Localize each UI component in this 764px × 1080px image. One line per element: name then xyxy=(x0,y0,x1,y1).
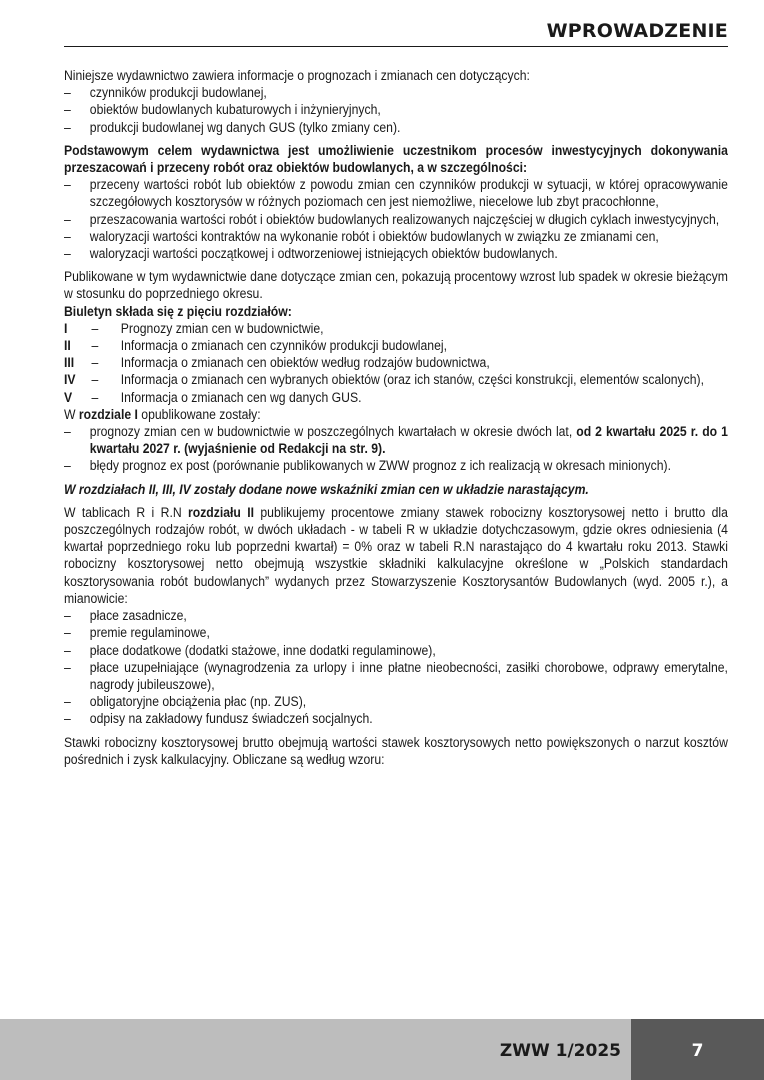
list-item: – płace zasadnicze, xyxy=(64,608,728,625)
wage-components-list xyxy=(64,608,728,728)
chapter-text: Informacja o zmianach cen wg danych GUS. xyxy=(120,389,362,406)
list-item: – obiektów budowlanych kubaturowych i inżynieryjnych, xyxy=(64,102,728,119)
chapter1-list xyxy=(64,424,728,476)
list-item: – odpisy na zakładowy fundusz świadczeń socjalnych. xyxy=(64,711,728,728)
chapter-text: Informacja o zmianach cen czynników produkcji budowlanej, xyxy=(120,338,447,355)
published-paragraph: Publikowane w tym wydawnictwie dane dotyczące zmian cen, pokazują procentowy wzrost lub spadek w okresie bieżącym w stosunku do poprzedniego okresu. xyxy=(64,269,728,303)
chapter-text: Informacja o zmianach cen obiektów według rodzajów budownictwa, xyxy=(120,355,490,372)
dash: – xyxy=(91,389,99,406)
forecast-text: prognozy zmian cen w budownictwie w poszczególnych kwartałach w okresie dwóch lat, xyxy=(89,424,577,441)
list-item: – obligatoryjne obciążenia płac (np. ZUS), xyxy=(64,694,728,711)
new-indicators-note: W rozdziałach II, III, IV zostały dodane nowe wskaźniki zmian cen w układzie narastającym. xyxy=(64,481,589,498)
chapter1-prefix: W xyxy=(64,406,79,423)
chapter2-prefix: W tablicach R i R.N xyxy=(64,504,189,521)
section-title: WPROWADZENIE xyxy=(546,20,728,42)
list-item: – czynników produkcji budowlanej, xyxy=(64,85,728,102)
chapter-text: Prognozy zmian cen w budownictwie, xyxy=(120,320,324,337)
list-item: – przeszacowania wartości robót i obiektów budowlanych realizowanych najczęściej w długich cyklach inwestycyjnych, xyxy=(64,212,728,229)
chapter2-suffix: publikujemy procentowe zmiany stawek robocizny kosztorysowej netto i brutto dla poszczególnych rodzajów robót, w dwóch układach - w tabeli R w układzie dotychczasowym, gdzie okres odniesienia (4 kwartał poprzedniego roku lub poprzedni kwartał) = 0% oraz w tabeli R.N narastająco do 4 kwartału roku 2013. Stawki robocizny kosztorysowej netto obejmują wszystkie składniki kalkulacyjne określone w „Polskich standardach kosztorysowania robót budowlanych” wydanych przez Stowarzyszenie Kosztorysantów Budowlanych (wyd. 2005 r.), a mianowicie: xyxy=(64,504,728,607)
list-item: – płace dodatkowe (dodatki stażowe, inne dodatki regulaminowe), xyxy=(64,643,728,660)
chapter-item xyxy=(64,338,728,355)
gross-paragraph: Stawki robocizny kosztorysowej brutto obejmują wartości stawek kosztorysowych netto powiększonych o narzut kosztów pośrednich i zysk kalkulacyjny. Obliczane są według wzoru: xyxy=(64,734,728,768)
main-content xyxy=(64,68,728,769)
chapter-number: IV xyxy=(64,372,76,389)
publication-label: ZWW 1/2025 xyxy=(499,1041,621,1061)
list-item xyxy=(64,424,728,458)
page-number: 7 xyxy=(691,1041,704,1061)
chapter-text: Informacja o zmianach cen wybranych obiektów (oraz ich stanów, części konstrukcji, elementów scalonych), xyxy=(120,372,704,389)
chapter1-paragraph xyxy=(64,407,728,424)
dash: – xyxy=(91,320,99,337)
chapter2-paragraph xyxy=(64,505,728,608)
chapter-number: II xyxy=(64,338,71,355)
goal-heading: Podstawowym celem wydawnictwa jest umożliwienie uczestnikom procesów inwestycyjnych dokonywania przeszacowań i przeceny robót oraz obiektów budowlanych, a w szczególności: xyxy=(64,142,728,177)
dash: – xyxy=(91,338,99,355)
chapter-number: III xyxy=(64,355,75,372)
chapter-number: V xyxy=(64,389,73,406)
chapter1-suffix: opublikowane zostały: xyxy=(137,406,261,423)
chapter-item xyxy=(64,321,728,338)
forecast-period: od 2 kwartału 2025 r. do 1 kwartału 2027 r. (wyjaśnienie od Redakcji na str. 9). xyxy=(89,424,728,458)
list-item: – przeceny wartości robót lub obiektów z powodu zmian cen czynników produkcji w sytuacji, w której opracowywanie szczegółowych kosztorysów w różnych poziomach cen jest niemożliwe, niecelowe lub zbyt pracochłonne, xyxy=(64,177,728,211)
list-item: – błędy prognoz ex post (porównanie publikowanych w ZWW prognoz z ich realizacją w okresach minionych). xyxy=(64,458,728,475)
chapter-item xyxy=(64,390,728,407)
goal-list xyxy=(64,177,728,263)
chapter-item xyxy=(64,372,728,389)
list-item: – waloryzacji wartości początkowej i odtworzeniowej istniejących obiektów budowlanych. xyxy=(64,246,728,263)
footer-page-box xyxy=(631,1019,764,1080)
intro-paragraph: Niniejsze wydawnictwo zawiera informacje o prognozach i zmianach cen dotyczących: xyxy=(64,68,530,84)
list-item: – płace uzupełniające (wynagrodzenia za urlopy i inne płatne nieobecności, zasiłki chorobowe, odprawy emerytalne, nagrody jubileuszowe), xyxy=(64,660,728,694)
chapter-number: I xyxy=(64,320,68,337)
list-item: – premie regulaminowe, xyxy=(64,625,728,642)
list-item: – waloryzacji wartości kontraktów na wykonanie robót i obiektów budowlanych w związku ze zmianami cen, xyxy=(64,229,728,246)
chapters-heading: Biuletyn składa się z pięciu rozdziałów: xyxy=(64,303,292,320)
dash: – xyxy=(91,355,99,372)
dash: – xyxy=(91,372,99,389)
chapter1-bold: rozdziale I xyxy=(78,406,138,423)
chapter-item xyxy=(64,355,728,372)
footer-publication-bar xyxy=(0,1019,631,1080)
chapter2-bold: rozdziału II xyxy=(188,504,255,521)
list-item: – produkcji budowlanej wg danych GUS (tylko zmiany cen). xyxy=(64,120,728,137)
page-header xyxy=(64,20,728,47)
chapters-list xyxy=(64,321,728,407)
intro-list xyxy=(64,85,728,137)
